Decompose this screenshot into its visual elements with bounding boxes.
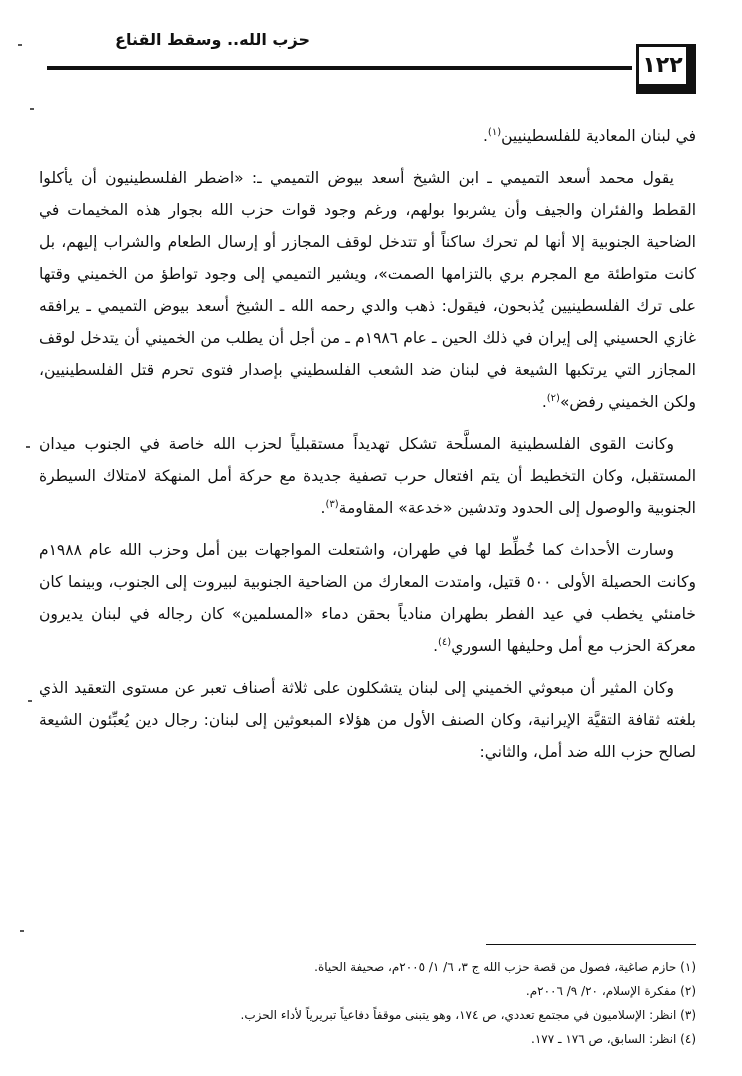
footnotes bbox=[39, 955, 696, 1051]
paragraph-tail: . bbox=[320, 499, 326, 517]
paragraph bbox=[39, 162, 696, 418]
paragraph bbox=[39, 534, 696, 662]
paragraph-text: وسارت الأحداث كما خُطِّط لها في طهران، واشتعلت المواجهات بين أمل وحزب الله عام ١٩٨٨م وكانت الحصيلة الأولى ٥٠٠ قتيل، وامتدت المعارك من الضاحية الجنوبية لبيروت إلى الجنوب، وبينما كان خامنئي يخطب في عيد الفطر بطهران منادياً بحقن دماء «المسلمين» كان رجاله في لبنان يديرون معركة الحزب مع أمل وحليفها السوري bbox=[39, 541, 696, 655]
footnote-item: (٤) انظر: السابق، ص ١٧٦ ـ ١٧٧. bbox=[530, 1032, 696, 1046]
paragraph-text: في لبنان المعادية للفلسطينيين bbox=[501, 127, 696, 145]
paragraph bbox=[39, 120, 696, 152]
paragraph-tail: . bbox=[433, 637, 438, 655]
footnote-marker: (٣) bbox=[325, 498, 339, 510]
footnote-item: (٢) مفكرة الإسلام، ٢٠/ ٩/ ٢٠٠٦م. bbox=[525, 984, 696, 998]
margin-tick bbox=[18, 44, 22, 46]
page-number: ١٢٢ bbox=[636, 44, 696, 94]
paragraph-tail: . bbox=[482, 127, 488, 145]
footnote-item: (١) حازم صاغية، فصول من قصة حزب الله ج ٣، ٦/ ١/ ٢٠٠٥م، صحيفة الحياة. bbox=[314, 960, 696, 974]
margin-tick bbox=[20, 930, 24, 932]
paragraph-tail: . bbox=[541, 393, 547, 411]
footnote-rule bbox=[486, 944, 696, 945]
margin-tick bbox=[28, 700, 32, 702]
paragraph-text: وكان المثير أن مبعوثي الخميني إلى لبنان يتشكلون على ثلاثة أصناف تعبر عن مستوى التعقيد الذي بلغته ثقافة التقيَّة الإيرانية، وكان الصنف الأول من هؤلاء المبعوثين إلى لبنان: رجال دين يُعبِّئون الشيعة لصالح حزب الله ضد أمل، والثاني: bbox=[39, 679, 696, 761]
running-title: حزب الله.. وسقط القناع bbox=[115, 30, 310, 49]
footnote-marker: (٢) bbox=[546, 392, 560, 404]
footnote-marker: (١) bbox=[487, 126, 502, 138]
paragraph bbox=[39, 428, 696, 524]
paragraph-text: وكانت القوى الفلسطينية المسلَّحة تشكل تهديداً مستقبلياً لحزب الله خاصة في الجنوب ميدان المستقبل، وكان التخطيط أن يتم افتعال حرب تصفية جديدة مع حركة أمل المنهكة لامتلاك السيطرة الجنوبية والوصول إلى الحدود وتدشين «خدعة» المقاومة bbox=[39, 435, 696, 517]
footnote-marker: (٤) bbox=[438, 636, 452, 648]
margin-tick bbox=[26, 446, 30, 448]
footnote-item: (٣) انظر: الإسلاميون في مجتمع تعددي، ص ١٧٤، وهو يتبنى موقفاً دفاعياً تبريرياً لأداء الحزب. bbox=[240, 1008, 696, 1022]
margin-tick bbox=[30, 108, 34, 110]
body-text bbox=[39, 120, 696, 778]
paragraph-text: يقول محمد أسعد التميمي ـ ابن الشيخ أسعد بيوض التميمي ـ: «اضطر الفلسطينيون أن يأكلوا القطط والفئران والجيف وأن يشربوا بولهم، ورغم وجود قوات حزب الله بجوار هذه المخيمات في الضاحية الجنوبية إلا أنها لم تحرك ساكناً أو تتدخل لوقف المجازر أو إرسال الطعام والشراب إليهم، بل كانت متواطئة مع المجرم بري بالتزامها الصمت»، ويشير التميمي إلى وجود تواطؤ من الخميني وقتها على ترك الفلسطينيين يُذبحون، فيقول: ذهب والدي رحمه الله ـ الشيخ أسعد بيوض التميمي ـ يرافقه غازي الحسيني إلى إيران في ذلك الحين ـ عام ١٩٨٦م ـ من أجل أن يطلب من الخميني أن يتدخل لوقف المجازر التي يرتكبها الشيعة في لبنان ضد الشعب الفلسطيني بإصدار فتوى تحرم قتل الفلسطينيين، ولكن الخميني رفض» bbox=[39, 169, 696, 411]
paragraph bbox=[39, 672, 696, 768]
header-rule bbox=[47, 66, 632, 70]
